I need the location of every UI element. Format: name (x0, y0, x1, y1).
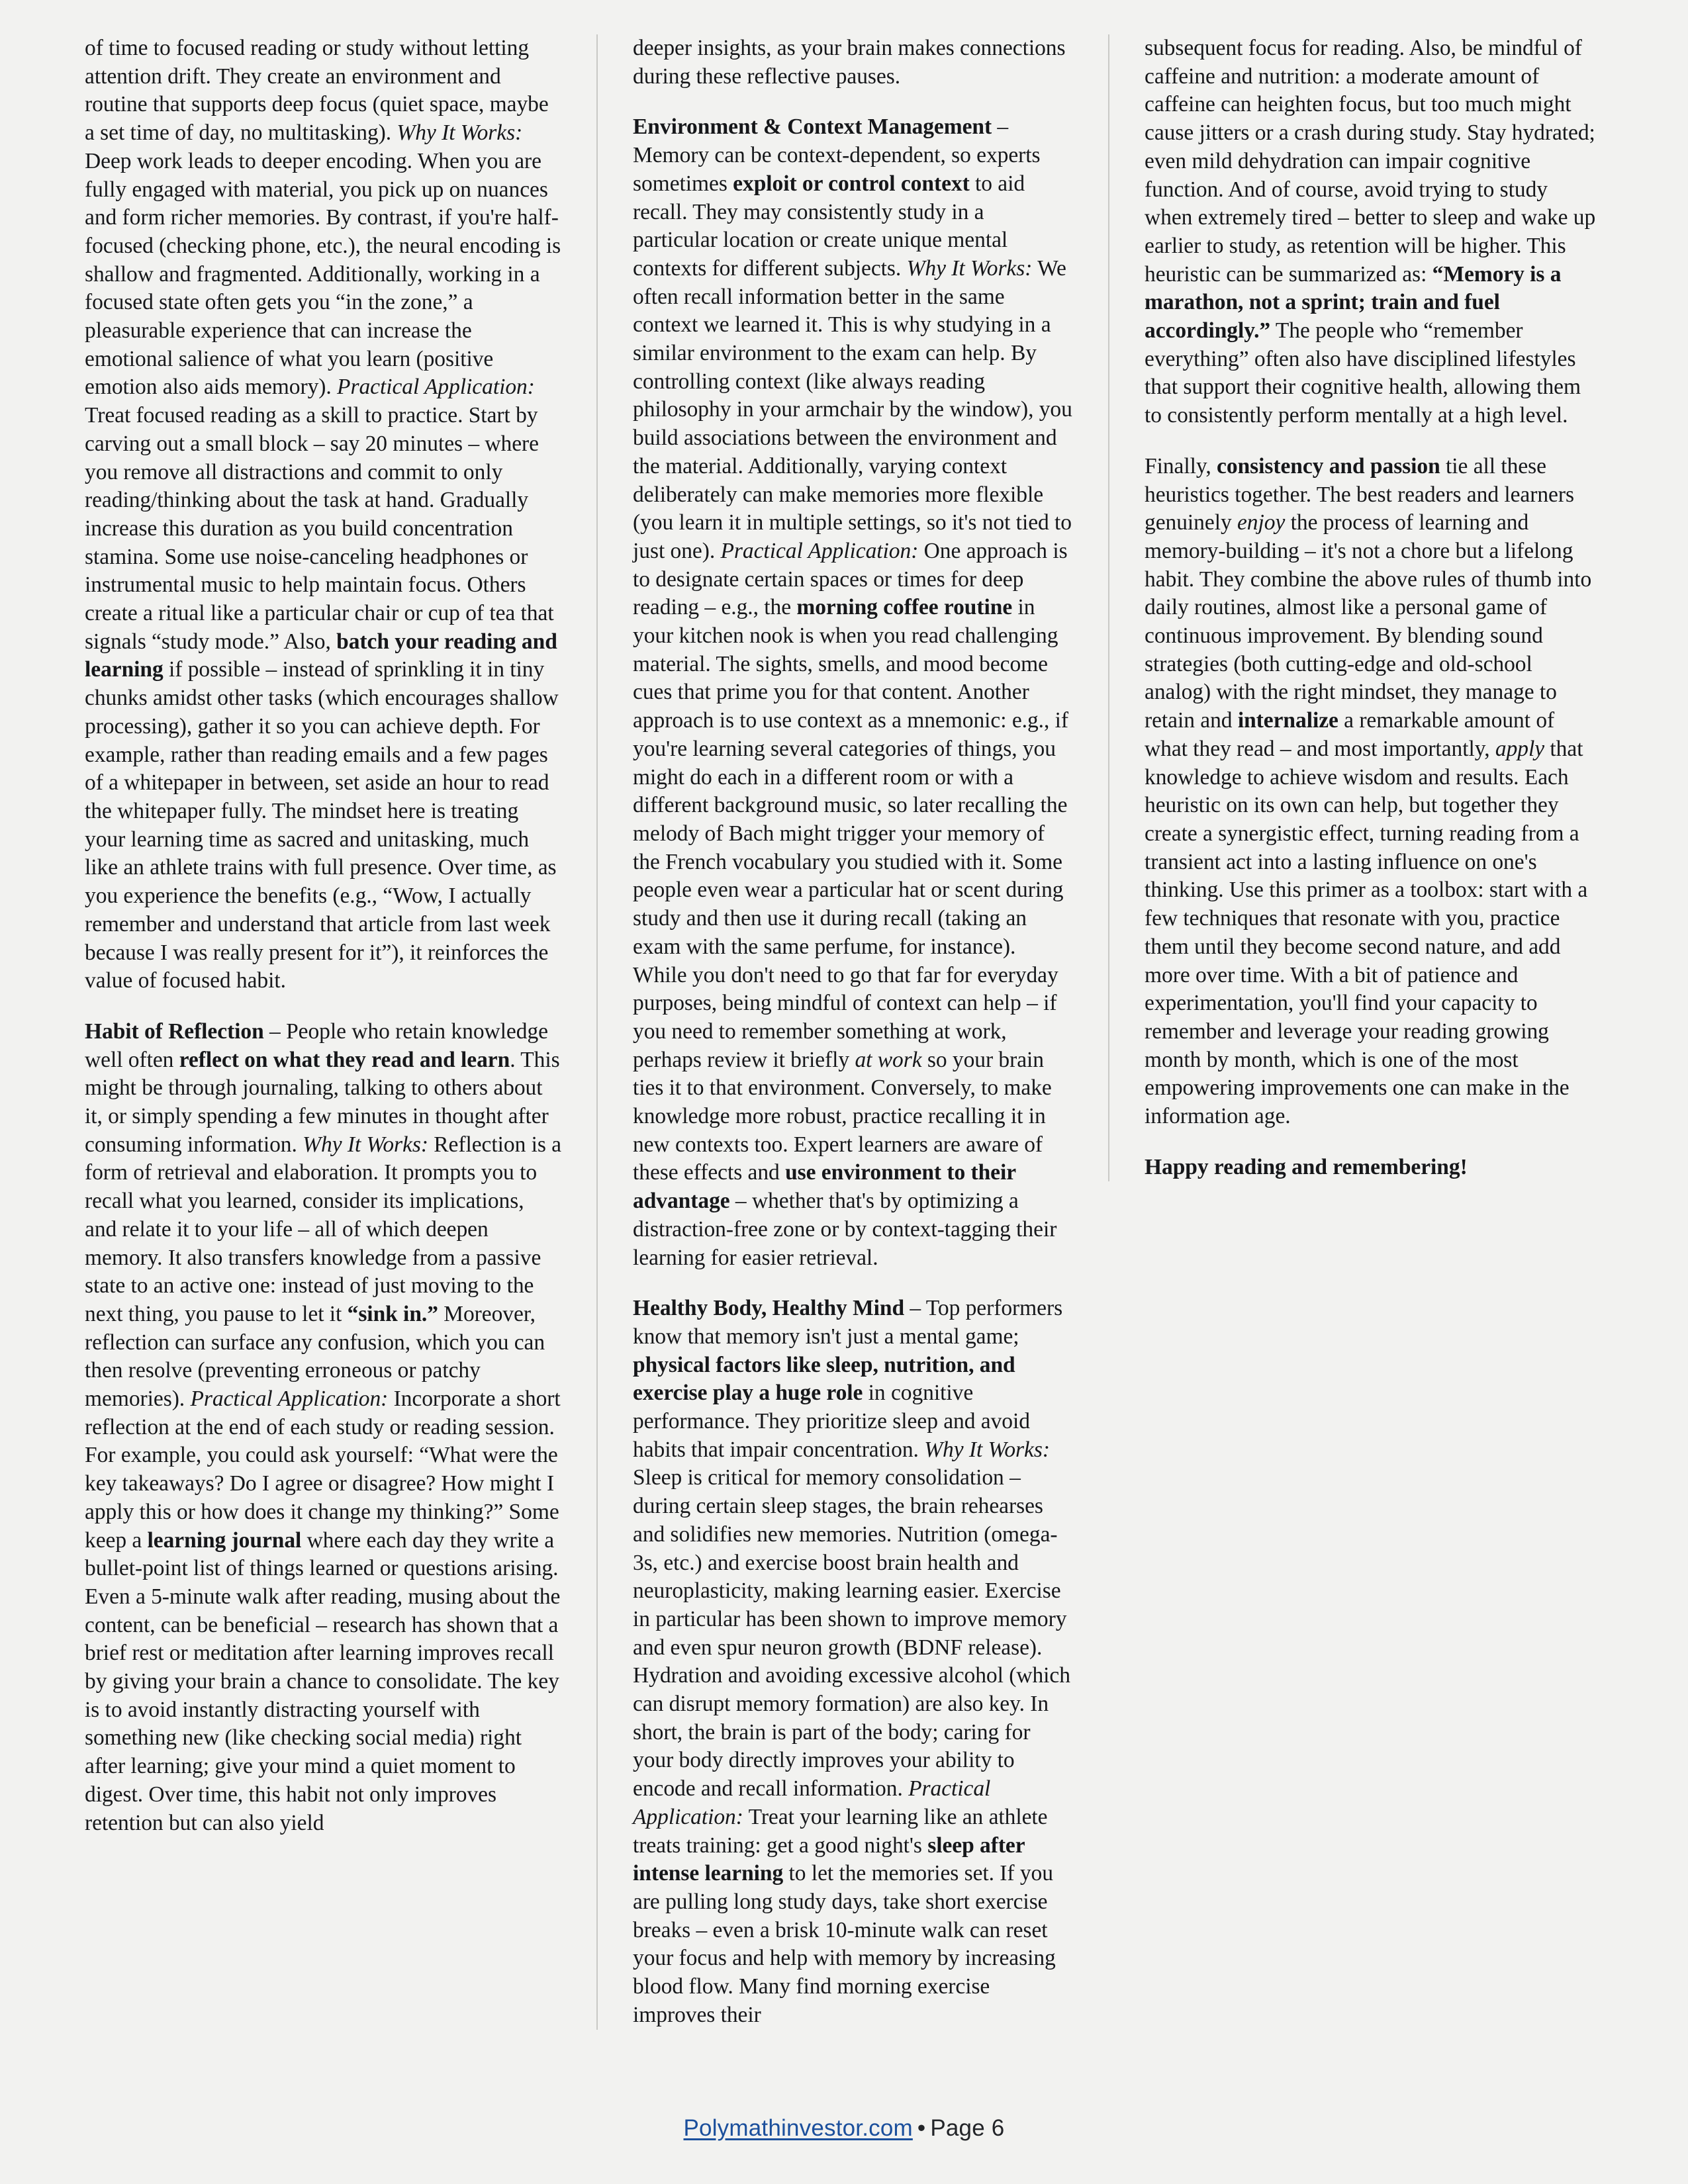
text-run: Finally, (1145, 453, 1217, 478)
text-run: where each day they write a bullet-point list of things learned or questions arising. Even a 5-minute walk after reading, musing about the content, can be beneficial – research has shown that a brief rest or meditation after learning improves recall by giving your brain a chance to consolidate. The key is to avoid instantly distracting yourself with something new (like checking social media) right after learning; give your mind a quiet moment to digest. Over time, this habit not only improves retention but can also yield (85, 1527, 561, 1835)
text-run: tie all these heuristics together. The best readers and learners genuinely (1145, 453, 1574, 535)
text-column-1 (85, 34, 561, 1837)
italic-run: Why It Works: (397, 120, 523, 146)
three-column-body (85, 34, 1603, 2026)
paragraph-signoff (1145, 1154, 1598, 1182)
text-run: of time to focused reading or study without letting attention drift. They create an environment and routine that supports deep focus (quiet space, maybe a set time of day, no multitasking). (85, 36, 549, 146)
text-run: in cognitive performance. They prioritize sleep and avoid habits that impair concentration. (633, 1381, 1030, 1462)
text-run: We often recall information better in the same context we learned it. This is why studying in a similar environment to the exam can help. By controlling context (like always reading philosophy in your armchair by the window), you build associations between the environment and the material. Additionally, varying context deliberately can make memories more flexible (you learn it in multiple settings, so it's not tied to just one). (633, 255, 1072, 563)
paragraph (1145, 453, 1598, 1131)
italic-run: apply (1495, 736, 1545, 761)
text-run: One approach is to designate certain spaces or times for deep reading – e.g., the (633, 538, 1068, 620)
text-run: – Top performers know that memory isn't just a mental game; (633, 1296, 1063, 1349)
paragraph (633, 113, 1073, 1272)
bold-run: physical factors like sleep, nutrition, and exercise play a huge role (633, 1352, 1015, 1406)
bold-run: use environment to their advantage (633, 1160, 1016, 1214)
italic-run: Why It Works: (906, 255, 1033, 281)
text-column-3 (1108, 34, 1598, 1181)
italic-run: Practical Application: (337, 375, 535, 400)
text-run: Treat your learning like an athlete treats training: get a good night's (633, 1804, 1048, 1858)
text-run: if possible – instead of sprinkling it in tiny chunks amidst other tasks (which encourages shallow processing), gather it so you can achieve depth. For example, rather than reading emails and a few pages of a whitepaper in between, set aside an hour to read the whitepaper fully. The mindset here is treating your learning time as sacred and unitasking, much like an athlete trains with full presence. Over time, as you experience the benefits (e.g., “Wow, I actually remember and understand that article from last week because I was really present for it”), it reinforces the value of focused habit. (85, 657, 559, 993)
text-run: deeper insights, as your brain makes connections during these reflective pauses. (633, 36, 1066, 89)
paragraph (1145, 34, 1598, 430)
text-run: Deep work leads to deeper encoding. When you are fully engaged with material, you pick up on nuances and form richer memories. By contrast, if you're half-focused (checking phone, etc.), the neural encoding is shallow and fragmented. Additionally, working in a focused state often gets you “in the zone,” a pleasurable experience that can increase the emotional salience of what you learn (positive emotion also aids memory). (85, 148, 561, 400)
bold-run: “Memory is a marathon, not a sprint; train and fuel accordingly.” (1145, 261, 1562, 343)
italic-run: enjoy (1237, 510, 1286, 535)
paragraph (85, 34, 561, 995)
text-run: Sleep is critical for memory consolidation – during certain sleep stages, the brain rehearses and solidifies new memories. Nutrition (omega-3s, etc.) and exercise boost brain health and neuroplasticity, making learning easier. Exercise in particular has been shown to improve memory and even spur neuron growth (BDNF release). Hydration and avoiding excessive alcohol (which can disrupt memory formation) are also key. In short, the brain is part of the body; caring for your body directly improves your ability to encode and recall information. (633, 1465, 1070, 1801)
text-run: – People who retain knowledge well often (85, 1019, 548, 1072)
italic-run: at work (855, 1047, 922, 1072)
italic-run: Why It Works: (303, 1132, 428, 1157)
bold-run: Habit of Reflection (85, 1019, 264, 1044)
text-run: to aid recall. They may consistently study in a particular location or create unique mental contexts for different subjects. (633, 171, 1025, 281)
text-run: a remarkable amount of what they read – and most importantly, (1145, 708, 1555, 761)
bold-run: consistency and passion (1217, 453, 1440, 478)
bold-run: Environment & Context Management (633, 114, 992, 140)
text-run: in your kitchen nook is when you read challenging material. The sights, smells, and mood become cues that prime you for that content. Another approach is to use context as a mnemonic: e.g., if you're learning several categories of things, you might do each in a different room or with a different background music, so later recalling the melody of Bach might trigger your memory of the French vocabulary you studied with it. Some people even wear a particular hat or scent during study and then use it during recall (taking an exam with the same perfume, for instance). While you don't need to go that far for everyday purposes, being mindful of context can help – if you need to remember something at work, perhaps review it briefly (633, 595, 1068, 1072)
text-run: Incorporate a short reflection at the end of each study or reading session. For example, you could ask yourself: “What were the key takeaways? Do I agree or disagree? How might I apply this or how does it change my thinking?” Some keep a (85, 1387, 561, 1553)
italic-run: Practical Application: (633, 1776, 991, 1829)
bold-run: Healthy Body, Healthy Mind (633, 1296, 905, 1321)
text-run: to let the memories set. If you are pulling long study days, take short exercise breaks – even a brisk 10-minute walk can reset your focus and help with memory by increasing blood flow. Many find morning exercise improves their (633, 1861, 1056, 2027)
text-run: Reflection is a form of retrieval and elaboration. It prompts you to recall what you learned, consider its implications, and relate it to your life – all of which deepen memory. It also transfers knowledge from a passive state to an active one: instead of just moving to the next thing, you pause to let it (85, 1132, 562, 1326)
text-run: Treat focused reading as a skill to practice. Start by carving out a small block – say 20 minutes – where you remove all distractions and commit to only reading/thinking about the task at hand. Gradually increase this duration as you build concentration stamina. Some use noise-canceling headphones or instrumental music to help maintain focus. Others create a ritual like a particular chair or cup of tea that signals “study mode.” Also, (85, 403, 554, 654)
paragraph (633, 34, 1073, 91)
bold-run: sleep after intense learning (633, 1833, 1025, 1886)
bold-run: Happy reading and remembering! (1145, 1154, 1468, 1179)
bold-run: morning coffee routine (796, 595, 1013, 620)
bold-run: learning journal (147, 1527, 302, 1553)
text-run: The people who “remember everything” often also have disciplined lifestyles that support their cognitive health, allowing them to consistently perform mentally at a high level. (1145, 318, 1581, 428)
footer-separator: • (917, 2115, 926, 2141)
bold-run: reflect on what they read and learn (179, 1047, 510, 1072)
page-footer (0, 2115, 1688, 2142)
italic-run: Practical Application: (190, 1387, 389, 1412)
text-run: – whether that's by optimizing a distraction-free zone or by context-tagging their learning for easier retrieval. (633, 1189, 1057, 1270)
italic-run: Practical Application: (720, 538, 919, 563)
paragraph (85, 1018, 561, 1837)
bold-run: “sink in.” (347, 1301, 438, 1326)
text-run: so your brain ties it to that environment. Conversely, to make knowledge more robust, practice recalling it in new contexts too. Expert learners are aware of these effects and (633, 1047, 1052, 1185)
text-run: subsequent focus for reading. Also, be mindful of caffeine and nutrition: a moderate amount of caffeine can heighten focus, but too much might cause jitters or a crash during study. Stay hydrated; even mild dehydration can impair cognitive function. And of course, avoid trying to study when extremely tired – better to sleep and wake up earlier to study, as retention will be higher. This heuristic can be summarized as: (1145, 36, 1596, 287)
text-run: – Memory can be context-dependent, so experts sometimes (633, 114, 1041, 196)
page-number: Page 6 (930, 2115, 1005, 2141)
text-run: . This might be through journaling, talking to others about it, or simply spending a few minutes in thought after consuming information. (85, 1047, 560, 1157)
paragraph (633, 1295, 1073, 2029)
site-link[interactable]: Polymathinvestor.com (683, 2115, 913, 2141)
text-run: Moreover, reflection can surface any confusion, which you can then resolve (preventing erroneous or patchy memories). (85, 1301, 545, 1412)
text-run: the process of learning and memory-building – it's not a chore but a lifelong habit. They combine the above rules of thumb into daily routines, almost like a personal game of continuous improvement. By blending sound strategies (both cutting-edge and old-school analog) with the right mindset, they manage to retain and (1145, 510, 1592, 733)
bold-run: internalize (1237, 708, 1338, 733)
bold-run: batch your reading and learning (85, 629, 557, 682)
text-column-2 (596, 34, 1073, 2030)
italic-run: Why It Works: (924, 1437, 1050, 1462)
bold-run: exploit or control context (733, 171, 970, 196)
text-run: that knowledge to achieve wisdom and results. Each heuristic on its own can help, but together they create a synergistic effect, turning reading from a transient act into a lasting influence on one's thinking. Use this primer as a toolbox: start with a few techniques that resonate with you, practice them until they become second nature, and add more over time. With a bit of patience and experimentation, you'll find your capacity to remember and leverage your reading growing month by month, which is one of the most empowering improvements one can make in the information age. (1145, 736, 1588, 1129)
